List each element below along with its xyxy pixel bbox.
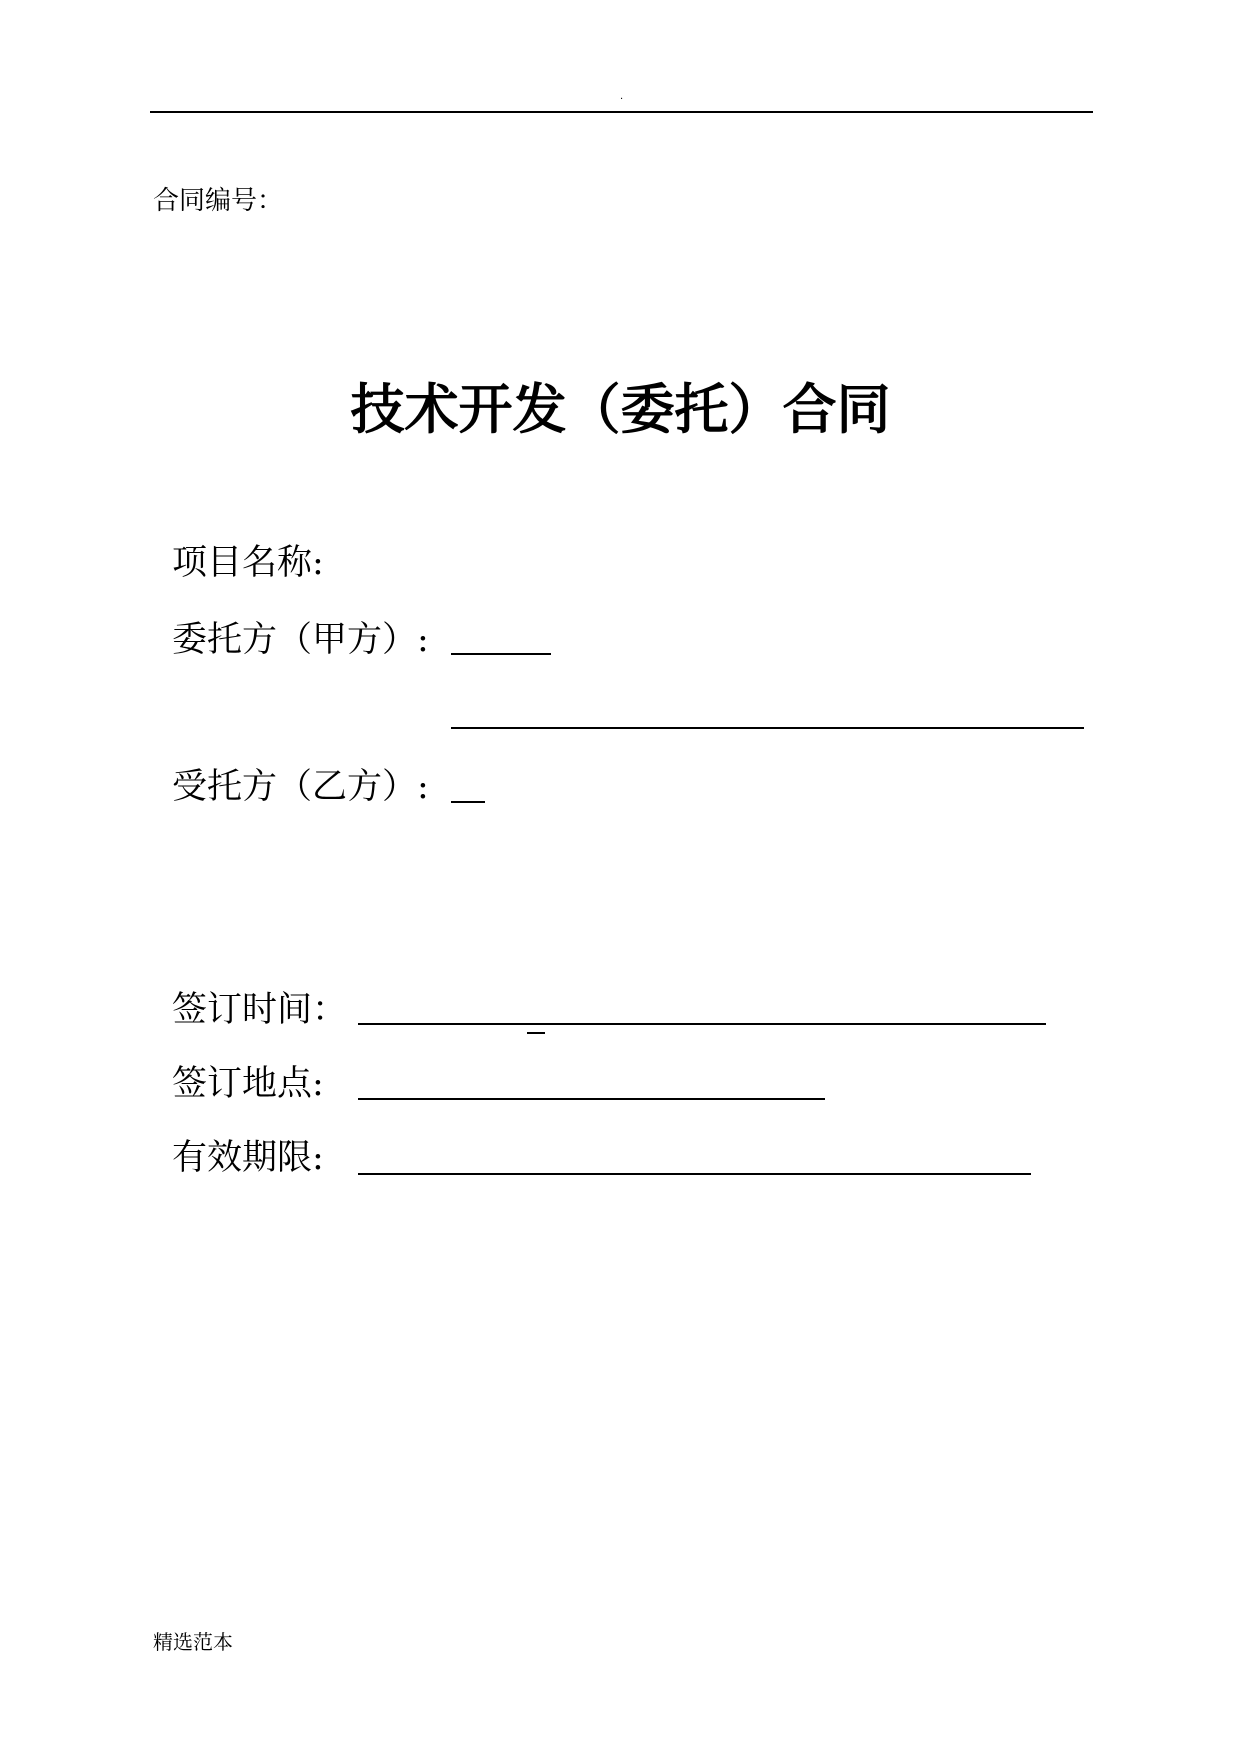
contract-number-label: 合同编号：	[153, 186, 284, 216]
sign-place-blank-line[interactable]	[358, 1098, 825, 1100]
client-blank-line-2[interactable]	[451, 727, 1084, 729]
document-title: 技术开发（委托）合同	[350, 378, 891, 441]
project-name-label: 项目名称:	[172, 543, 324, 583]
sign-time-label: 签订时间：	[172, 990, 348, 1030]
client-blank-line[interactable]	[451, 653, 551, 655]
header-rule	[150, 111, 1093, 113]
contractor-label: 受托方（乙方）:	[172, 767, 429, 807]
sign-time-blank-mark	[527, 1032, 545, 1034]
sign-time-blank-line[interactable]	[358, 1023, 1046, 1025]
contractor-blank-line[interactable]	[451, 801, 485, 803]
sign-place-label: 签订地点:	[172, 1064, 324, 1104]
valid-period-blank-line[interactable]	[358, 1173, 1031, 1175]
valid-period-label: 有效期限:	[172, 1138, 324, 1178]
client-label: 委托方（甲方）:	[172, 620, 429, 660]
footer-note: 精选范本	[153, 1630, 233, 1654]
header-mark: .	[620, 91, 624, 102]
